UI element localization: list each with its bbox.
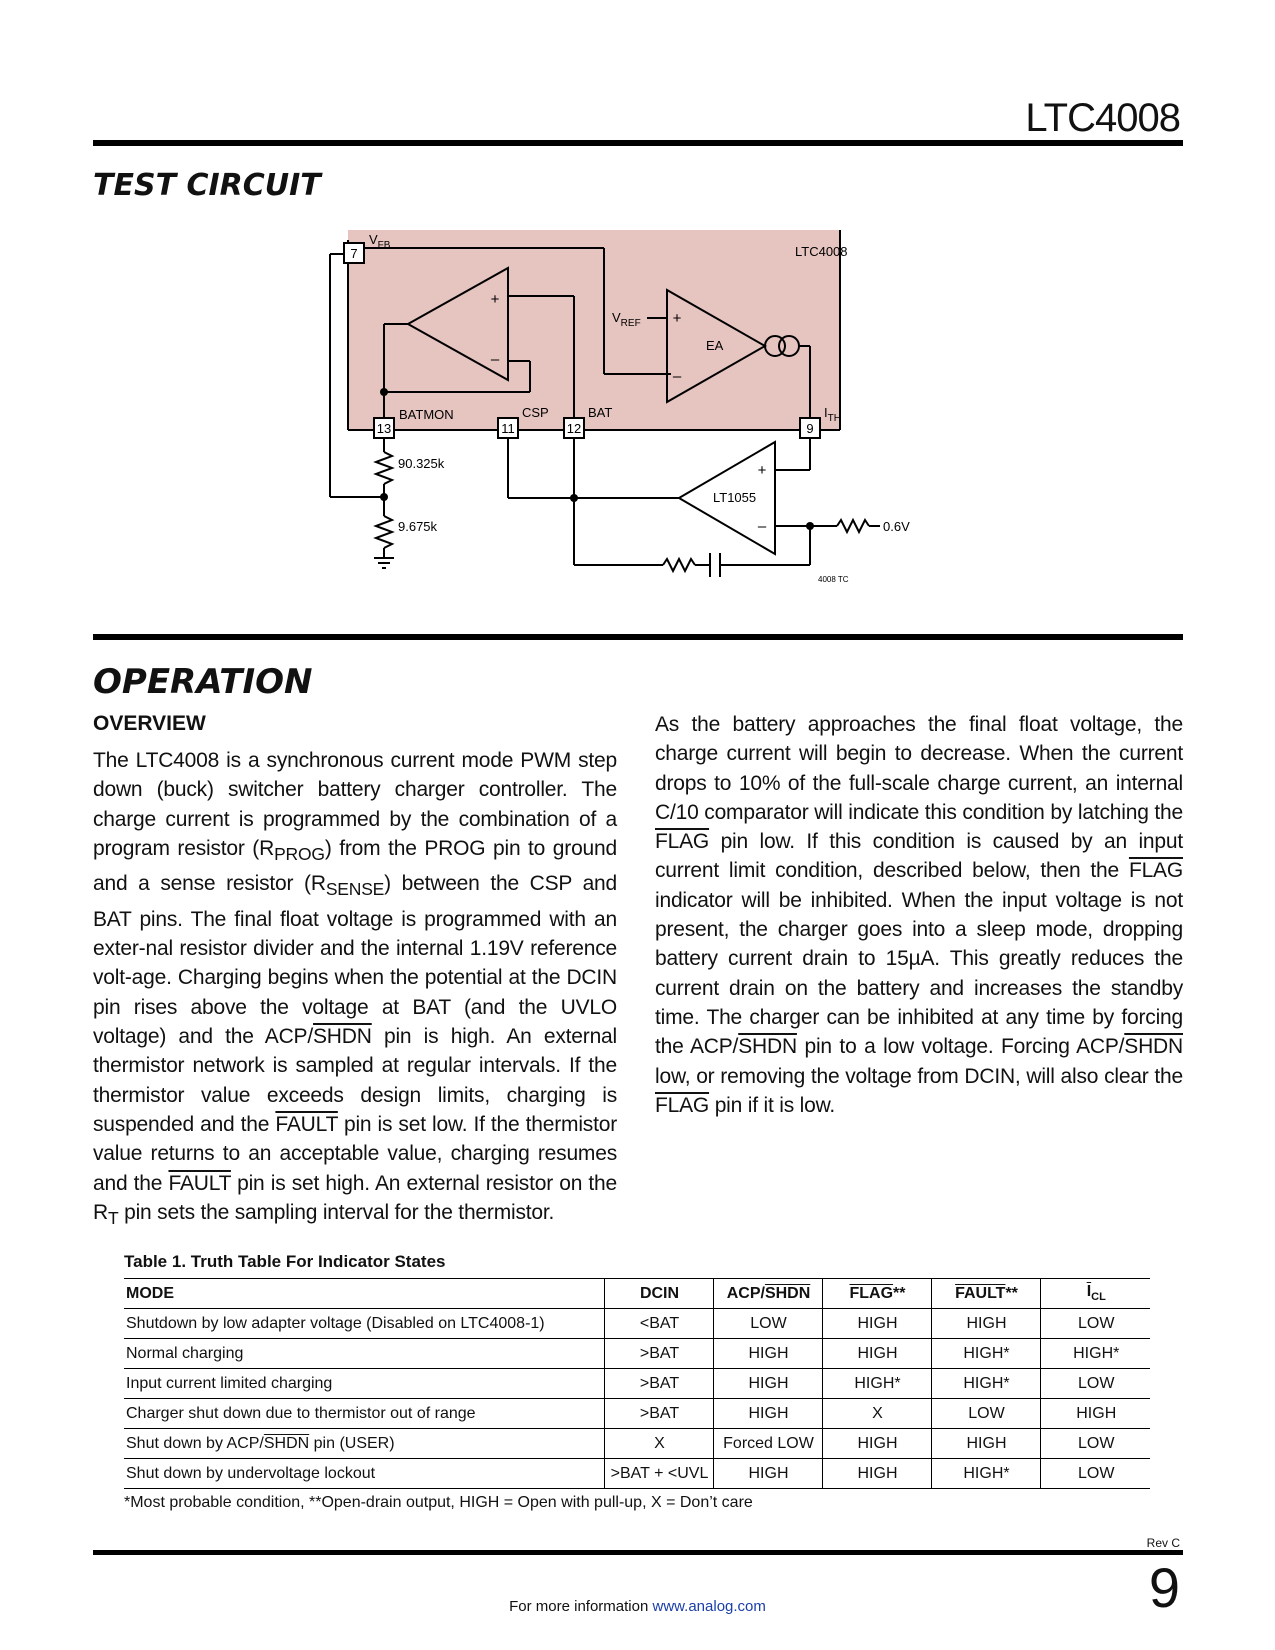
header-fault: FAULT** [931, 1279, 1040, 1309]
lt1055-plus: + [757, 462, 767, 479]
cell-mode: Shutdown by low adapter voltage (Disabled on LTC4008-1) [124, 1309, 604, 1339]
table-row [124, 1309, 1150, 1339]
cell-mode: Input current limited charging [124, 1369, 604, 1399]
table-caption: Table 1. Truth Table For Indicator States [124, 1252, 446, 1271]
cell-acp: HIGH [713, 1369, 822, 1399]
cell-icl: HIGH* [1040, 1339, 1150, 1369]
overview-right-paragraph: As the battery approaches the final float voltage, the charge current will begin to decrease. When the current drops to 10% of the full-scale charge current, an internal C/10 comparator will indicate this condition by latching the FLAG pin low. If this condition is caused by an input current limit condition, described below, then the FLAG indicator will be inhibited. When the input voltage is not present, the charger goes into a sleep mode, dropping battery current drain to 15µA. This greatly reduces the current drain on the battery and increases the standby time. The charger can be inhibited at any time by forcing the ACP/SHDN pin to a low voltage. Forcing ACP/SHDN low, or removing the voltage from DCIN, will also clear the FLAG pin if it is low. [655, 713, 1183, 1117]
cell-dcin: X [604, 1429, 713, 1459]
ea-minus: – [672, 368, 682, 385]
fig-code: 4008 TC [818, 575, 849, 584]
pin-7: 7 [350, 246, 358, 261]
table-footnote: *Most probable condition, **Open-drain output, HIGH = Open with pull-up, X = Don’t care [124, 1494, 753, 1511]
cell-fault: HIGH* [931, 1459, 1040, 1489]
cell-acp: Forced LOW [713, 1429, 822, 1459]
ea-label: EA [706, 338, 724, 353]
vfb-label: $V_{FB}$ [369, 232, 391, 251]
operation-title: OPERATION [93, 662, 313, 702]
vref-label: $V_{REF}$ [612, 310, 641, 329]
truth-table [124, 1278, 1150, 1489]
cell-dcin: <BAT [604, 1309, 713, 1339]
header-icl: $\overline{I}_{CL}$ [1040, 1279, 1150, 1309]
cell-mode: Normal charging [124, 1339, 604, 1369]
overview-left-paragraph: The LTC4008 is a synchronous current mode PWM step down (buck) switcher battery charger controller. The charge current is programmed by the combination of a program resistor $(R_{PROG})$ from the PROG pin to ground and a sense resistor $(R_{SENSE})$ between the CSP and BAT pins. The final float voltage is programmed with an exter-nal resistor divider and the internal 1.19V reference volt-age. Charging begins when the potential at the DCIN pin rises above the voltage at BAT (and the UVLO voltage) and the ACP/SHDN pin is high. An external thermistor network is sampled at regular intervals. If the thermistor value exceeds design limits, charging is suspended and the FAULT pin is set low. If the thermistor value returns to an acceptable value, charging resumes and the FAULT pin is set high. An external resistor on the $R_T$ pin sets the sampling interval for the thermistor. [93, 749, 618, 1229]
lt1055-minus: – [757, 518, 767, 535]
r2-label: 9.675k [398, 519, 438, 534]
csp-label: CSP [522, 405, 549, 420]
cell-flag: HIGH [822, 1429, 931, 1459]
cell-flag: HIGH [822, 1459, 931, 1489]
cell-acp: HIGH [713, 1339, 822, 1369]
table-header-row [124, 1279, 1150, 1309]
cell-acp: HIGH [713, 1459, 822, 1489]
page-number: 9 [1148, 1556, 1180, 1619]
table-row [124, 1459, 1150, 1489]
footer-rule [93, 1550, 1183, 1555]
cell-flag: X [822, 1399, 931, 1429]
batmon-amp-minus: – [490, 351, 500, 368]
cell-icl: LOW [1040, 1459, 1150, 1489]
cell-icl: HIGH [1040, 1399, 1150, 1429]
cell-flag: HIGH [822, 1309, 931, 1339]
header-dcin: DCIN [604, 1279, 713, 1309]
cell-icl: LOW [1040, 1429, 1150, 1459]
header-acp-shdn: ACP/SHDN [713, 1279, 822, 1309]
bat-label: BAT [588, 405, 613, 420]
chip-label: LTC4008 [795, 244, 848, 259]
overview-heading: OVERVIEW [93, 712, 206, 735]
revision: Rev C [1146, 1536, 1180, 1550]
batmon-label: BATMON [399, 407, 454, 422]
cell-icl: LOW [1040, 1369, 1150, 1399]
cell-mode: Shut down by ACP/SHDN pin (USER) [124, 1429, 604, 1459]
cell-dcin: >BAT [604, 1339, 713, 1369]
cell-mode: Charger shut down due to thermistor out of range [124, 1399, 604, 1429]
header-flag: FLAG** [822, 1279, 931, 1309]
cell-fault: HIGH* [931, 1339, 1040, 1369]
cell-dcin: >BAT [604, 1369, 713, 1399]
cell-fault: LOW [931, 1399, 1040, 1429]
test-circuit-schematic [310, 220, 950, 600]
section-rule [93, 634, 1183, 640]
ea-plus: + [672, 310, 682, 327]
lt1055-label: LT1055 [713, 490, 757, 505]
r1-label: 90.325k [398, 456, 445, 471]
cell-acp: HIGH [713, 1399, 822, 1429]
chip-body [348, 230, 840, 430]
table-row [124, 1399, 1150, 1429]
cell-mode: Shut down by undervoltage lockout [124, 1459, 604, 1489]
header-mode: MODE [124, 1279, 604, 1309]
batmon-amp-plus: + [490, 291, 500, 308]
cell-flag: HIGH* [822, 1369, 931, 1399]
header-rule [93, 140, 1183, 146]
cell-dcin: >BAT [604, 1399, 713, 1429]
footer-info [0, 1598, 1275, 1615]
table-row [124, 1369, 1150, 1399]
test-circuit-title: TEST CIRCUIT [93, 168, 321, 203]
cell-fault: HIGH [931, 1429, 1040, 1459]
footer-text: For more information [509, 1598, 653, 1615]
cell-dcin: >BAT + <UVL [604, 1459, 713, 1489]
v06-label: 0.6V [883, 519, 910, 534]
ith-label: $I_{TH}$ [824, 405, 841, 424]
part-number: LTC4008 [1025, 96, 1180, 140]
pin-12: 12 [566, 421, 582, 436]
pin-11: 11 [501, 421, 515, 436]
analog-link[interactable]: www.analog.com [652, 1598, 766, 1615]
pin-9: 9 [806, 421, 814, 436]
table-row [124, 1429, 1150, 1459]
cell-fault: HIGH [931, 1309, 1040, 1339]
cell-acp: LOW [713, 1309, 822, 1339]
table-row [124, 1339, 1150, 1369]
cell-flag: HIGH [822, 1339, 931, 1369]
cell-fault: HIGH* [931, 1369, 1040, 1399]
pin-13: 13 [376, 421, 392, 436]
cell-icl: LOW [1040, 1309, 1150, 1339]
